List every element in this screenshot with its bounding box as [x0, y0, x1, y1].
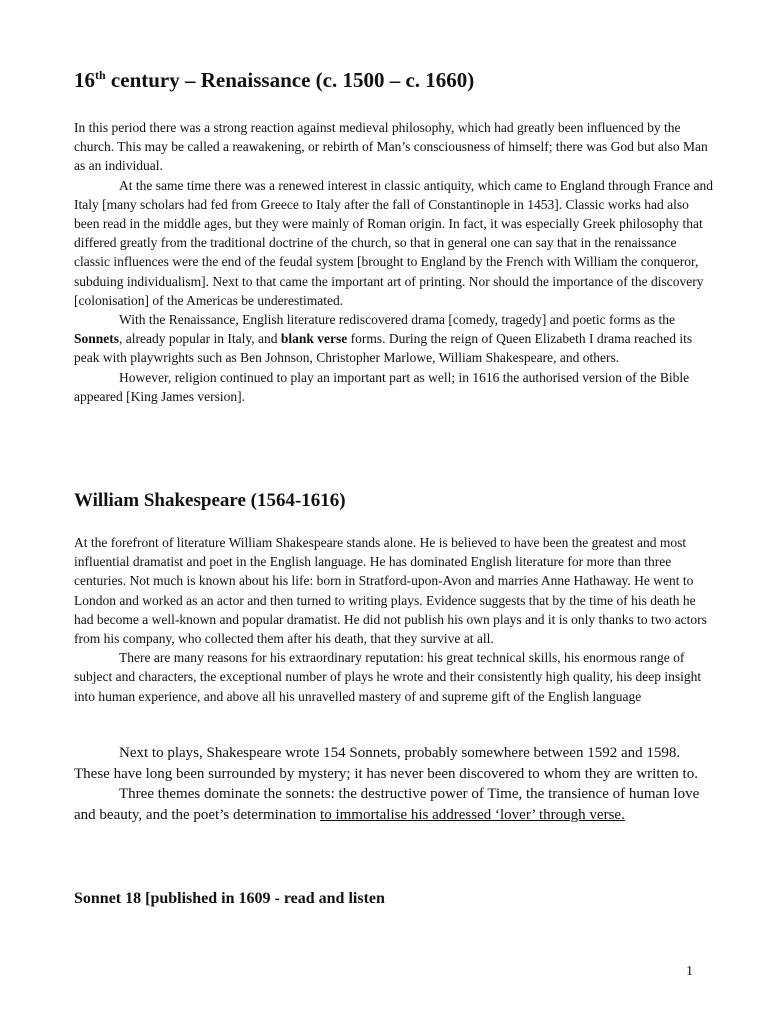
heading-number: 16 [74, 68, 95, 92]
heading-superscript: th [95, 68, 106, 82]
paragraph-3-text-a: With the Renaissance, English literature rediscovered drama [comedy, tragedy] and poetic forms as the [119, 312, 675, 328]
paragraph-3-text-e: forms. During the reign of Queen Elizabeth I drama reached its peak with playwrights such as Ben Johnson, Christopher Marlowe, William Shakespeare, and others. [74, 331, 693, 366]
paragraph-3 [74, 310, 714, 368]
underlined-phrase: to immortalise his addressed ‘lover’ through verse. [320, 807, 625, 824]
sonnets-term: Sonnets [74, 331, 120, 347]
paragraph-4: However, religion continued to play an important part as well; in 1616 the authorised version of the Bible appeared [King James version]. [74, 369, 690, 404]
blank-verse-term: blank verse [280, 331, 348, 347]
renaissance-section [74, 118, 714, 406]
paragraph-6: There are many reasons for his extraordinary reputation: his great technical skills, his enormous range of subject and characters, the exceptional number of plays he wrote and their consistently high quality, his deep insight into human experience, and above all his unravelled mastery of and supreme gift of the English language [74, 650, 702, 704]
sonnet-18-heading: Sonnet 18 [published in 1609 - read and listen [74, 890, 385, 907]
shakespeare-section [74, 533, 714, 706]
heading-text: century – Renaissance (c. 1500 – c. 1660) [105, 68, 475, 92]
page-number: 1 [686, 964, 693, 979]
paragraph-7: Next to plays, Shakespeare wrote 154 Sonnets, probably somewhere between 1592 and 1598. These have long been surrounded by mystery; it has never been discovered to whom they are written to. [74, 745, 698, 782]
paragraph-2: At the same time there was a renewed interest in classic antiquity, which came to England through France and Italy [many scholars had fed from Greece to Italy after the fall of Constantinople in 1453]. Classic works had also been read in the middle ages, but they were mainly of Roman origin. In fact, it was especially Greek philosophy that differed greatly from the traditional doctrine of the church, so that in general one can say that in the renaissance classic influences were the end of the feudal system [brought to England by the French with William the conqueror, subduing individualism]. Next to that came the important art of printing. Nor should the importance of the discovery [colonisation] of the Americas be underestimated. [74, 177, 714, 308]
paragraph-8-text: Three themes dominate the sonnets: the destructive power of Time, the transience of human love and beauty, and the poet’s determination [74, 786, 700, 824]
chapter-heading [74, 68, 474, 93]
sonnets-section [74, 743, 714, 826]
paragraph-1: In this period there was a strong reaction against medieval philosophy, which had greatly been influenced by the church. This may be called a reawakening, or rebirth of Man’s consciousness of himself; there was God but also Man as an individual. [74, 120, 708, 174]
section-heading-shakespeare: William Shakespeare (1564-1616) [74, 490, 346, 511]
paragraph-3-text-c: , already popular in Italy, and [119, 331, 281, 347]
paragraph-5: At the forefront of literature William Shakespeare stands alone. He is believed to have been the greatest and most influential dramatist and poet in the English language. He has dominated English literature for more than three centuries. Not much is known about his life: born in Stratford-upon-Avon and marries Anne Hathaway. He went to London and worked as an actor and then turned to writing plays. Evidence suggests that by the time of his death he had become a well-known and popular dramatist. He did not publish his own plays and it is only thanks to two actors from his company, who collected them after his death, that they survive at all. [74, 535, 707, 647]
paragraph-8 [74, 784, 714, 825]
